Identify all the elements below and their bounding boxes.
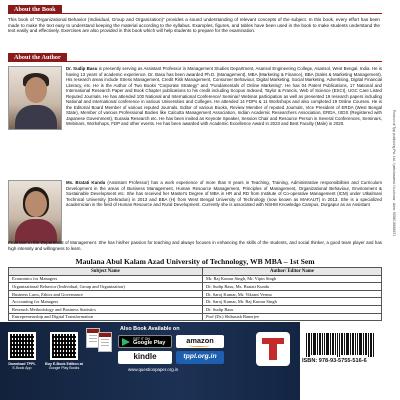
qr-ebook-caption xyxy=(44,362,84,370)
divider xyxy=(8,61,382,62)
side-note: Product of Tpp publishing Pvt. Ltd. / pebulasaesd / Lucknow · Adm: 9258016666671 xyxy=(392,110,396,237)
table-row xyxy=(9,290,382,298)
amazon-smile-icon xyxy=(188,344,210,347)
table-row xyxy=(9,283,382,291)
divider xyxy=(8,13,382,14)
google-play-small-text: GET IT ON xyxy=(133,337,150,341)
syllabus-table xyxy=(8,267,382,321)
subject-cell: Research Methodology and Business Statistics xyxy=(9,305,203,313)
author2-photo xyxy=(8,180,62,244)
about-book-text: This book of “Organizational Behavior (Individual, Group and Organization)” provides a sound understanding of relevant concepts of the subject. In this book, every effort has been made to make the text easy to understand keeping the material according to the syllabus. Examples, figures, and tables have been used in the book to make students understand the text easily and effectively. Exercises are also provided in this book which will help students to prepare for the examination. xyxy=(8,17,380,34)
author1-photo xyxy=(8,66,62,130)
table-header-row xyxy=(9,268,382,276)
about-book-heading: About the Book xyxy=(8,5,62,14)
column-header: Subject Name xyxy=(9,268,203,276)
subject-cell: Business Laws, Ethics and Governance xyxy=(9,290,203,298)
barcode-image xyxy=(304,333,378,359)
author-cell: Dr. Saroj Kumar, Mr. Raj Kumar Singh xyxy=(202,298,381,306)
qr-ebook-caption-line1: Buy E-Book Edition at xyxy=(45,362,83,366)
also-available-label: Also Book Available on xyxy=(120,326,180,332)
syllabus-title: Maulana Abul Kalam Azad University of Technology, WB MBA – 1st Sem xyxy=(75,257,315,266)
table-row xyxy=(9,298,382,306)
author1-bio xyxy=(66,66,382,127)
column-header: Author/ Editor Name xyxy=(202,268,381,276)
publisher-logo xyxy=(256,332,290,366)
amazon-text: amazon xyxy=(186,336,214,345)
qr-app-caption-line2: E-Book App xyxy=(12,366,32,371)
google-play-big-text: Google Play xyxy=(133,340,166,347)
subject-cell: Organizational Behavior (Individual, Group and Organization) xyxy=(9,283,203,291)
author2-name: Ms. Bratati Kundu xyxy=(66,180,106,185)
author2-bio xyxy=(66,180,382,208)
subject-cell: Accounting for Managers xyxy=(9,298,203,306)
promo-bar xyxy=(0,322,300,400)
author1-name: Dr. Sudip Basu xyxy=(66,66,98,71)
author-cell: Dr. Sudip Basu xyxy=(202,305,381,313)
subject-cell: Economics for Managers xyxy=(9,275,203,283)
subject-cell: Entrepreneurship and Digital Transformation xyxy=(9,313,203,321)
qr-code-ebook[interactable] xyxy=(50,332,78,360)
table-row xyxy=(9,305,382,313)
qr-ebook-caption-line2: Google Play Books xyxy=(48,366,80,371)
table-row xyxy=(9,313,382,321)
author-cell: Dr. Saroj Kumar, Mr. Vikrant Verma xyxy=(202,290,381,298)
isbn-label: ISBN: 978-93-5755-516-6 xyxy=(302,358,367,364)
author2-bio-continued: Professor in the Department of Management. She has his/her passion for teaching and always focuses in enhancing the skills of the students, and social thinker, a good team player and has high intensity and willingness to learn. xyxy=(8,240,382,251)
kindle-badge[interactable]: kindle xyxy=(118,351,172,364)
author-cell: Mr. Raj Kumar Singh, Mr. Vipin Singh xyxy=(202,275,381,283)
play-icon xyxy=(122,338,130,346)
author-cell: Prof (Dr.) Shibasish Banerjee xyxy=(202,313,381,321)
table-row xyxy=(9,275,382,283)
author2-text: (Assistant Professor) has a work experience of more than 8 years in Teaching, Training, Administrative responsibilities and Curriculum Development in the areas of Business Management, Human Resource Management, Principles of Management, Organizational Behaviour, Environment & Sustainable Development etc. She has received her Master's Degree of MBA in HR and RD from Institute of Co-operative Management (ICM) under Utkalmani Technical University (Dehradun) in 2013 and BBA (H) from West Bengal University of Technology (now known as MAKAUT) in 2013. She is a specialized academician in the field of Human Resource and Rural Development. Currently she is associated with NSHM Knowledge Campus, Durgapur as an Assistant xyxy=(66,180,382,207)
website-link[interactable]: www.questionpaper.org.in xyxy=(128,367,179,372)
about-author-heading: About the Author xyxy=(8,53,67,62)
amazon-badge[interactable] xyxy=(176,335,224,348)
google-play-badge[interactable] xyxy=(118,335,172,348)
qr-code-app[interactable] xyxy=(8,332,36,360)
author-cell: Dr. Sudip Basu, Ms. Bratati Kundu xyxy=(202,283,381,291)
qr-app-caption-line1: Download TPPL xyxy=(8,362,36,366)
author1-text: is presently serving as Assistant Professor in Management Studies Department, Asansol Engineering College, Asansol, West Bengal, India. He is having 13 years of academic experience. Dr. Basu has been awarded Ph.D. (Management), MBA (Marketing & Finance), BBA (Sales & Marketing Management). His research areas include Stress Management, Credit Risk Management, Consumer Behaviour, Digital Marketing, Social Marketing, Advertising, Digital Financial Literacy, etc. He is the Author of Two Books “Corporate Strategy” and “Fundamentals of Online Marketing”. He has 04 Patent Publications, 17 National and International Research Paper and Book Chapter publications to his credit including Scopus Indexed, Taylor & Francis, Web of Science (ESCI), UGC Care Listed Reputed Journals. He has attended 100 National and International Conference/ Seminar/ Webinar participation as well as presented 19 research papers including National and International conference in various Universities and Colleges. He attended 14 FDPs & 11 Workshops and also completed 19 Online Courses. He is the Editorial Board Member of various reputed Journals, Editor of various Books, Review Member of reputed Journals, Vice President of ERDA (West Bengal State), Member of various Professional Bodies like Calcutta Management Association, Indian Academic Researchers Association, ERDA, ISDS (Registered with Japanese Government), Eurasia Research etc. He has been invited as Keynote Speaker, Session Chair and Resource Person in Several Conferences, Seminars, Webinars, Workshops, FDP and other events. He has been awarded with Academic Excellence Award in 2023 and Best Faculty (Male) in 2020. xyxy=(66,66,382,126)
tppl-badge[interactable]: tppl.org.in xyxy=(176,351,224,364)
qr-app-caption xyxy=(2,362,42,370)
book-thumbnail xyxy=(98,332,112,352)
